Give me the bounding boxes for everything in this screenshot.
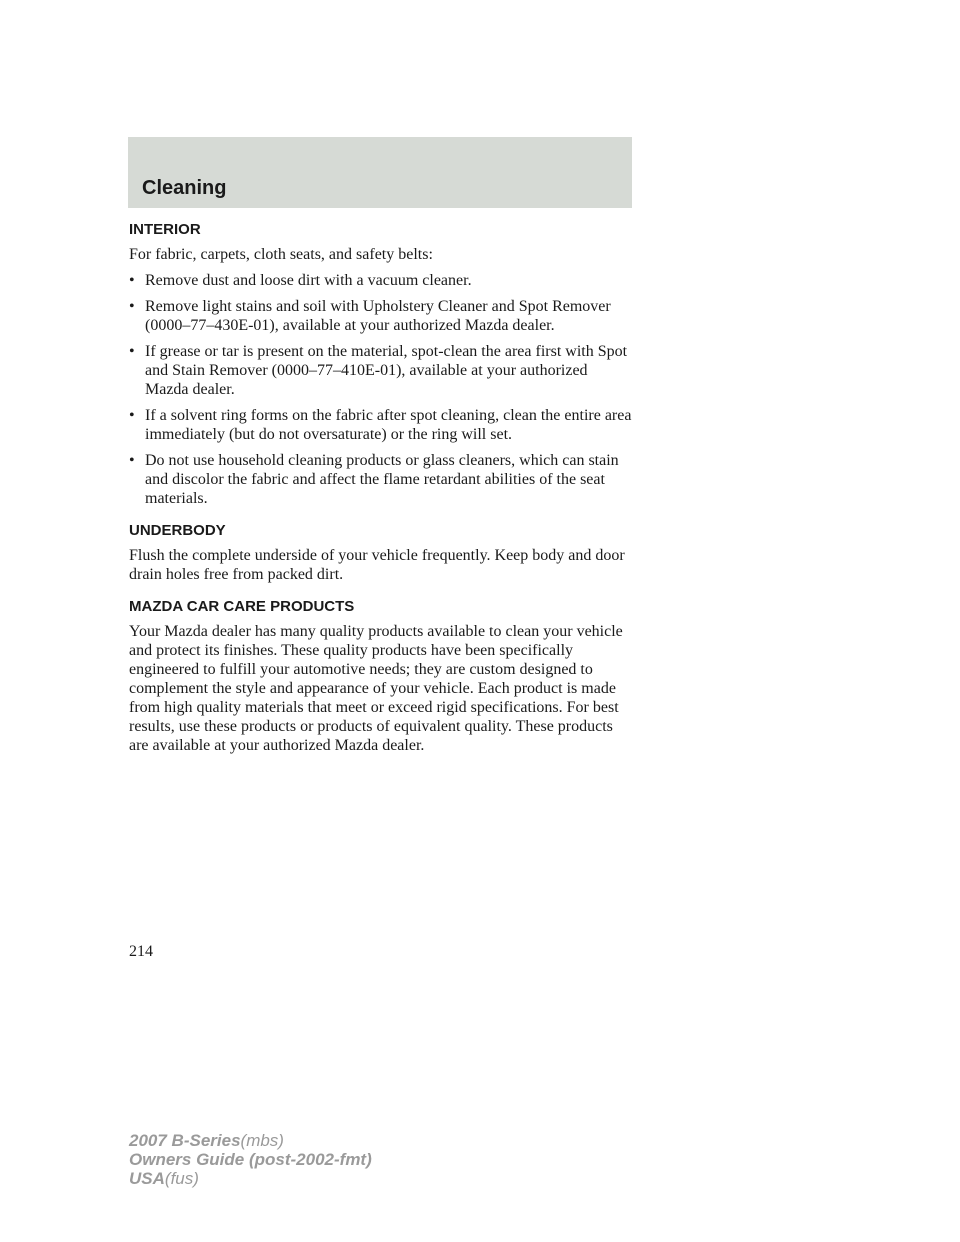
page-content: [129, 220, 634, 762]
footer-market: USA: [129, 1169, 165, 1188]
underbody-text: Flush the complete underside of your vehicle frequently. Keep body and door drain holes free from packed dirt.: [129, 547, 625, 583]
list-item: [129, 271, 634, 290]
list-item: [129, 297, 634, 335]
underbody-heading: UNDERBODY: [129, 522, 226, 539]
section-title: Cleaning: [142, 177, 227, 199]
bullet-icon: •: [129, 343, 135, 360]
interior-heading: INTERIOR: [129, 221, 201, 238]
footer-market-code: (fus): [164, 1169, 199, 1188]
list-item-text: If grease or tar is present on the material, spot-clean the area first with Spot and Stain Remover (0000–77–410E-01), available at your authorized Mazda dealer.: [145, 343, 628, 398]
bullet-icon: •: [129, 272, 135, 289]
care-products-heading: MAZDA CAR CARE PRODUCTS: [129, 598, 355, 615]
bullet-icon: •: [129, 298, 135, 315]
footer-line-1: [129, 1131, 372, 1150]
bullet-icon: •: [129, 452, 135, 469]
list-item-text: If a solvent ring forms on the fabric after spot cleaning, clean the entire area immediately (but do not oversaturate) or the ring will set.: [145, 407, 632, 443]
care-products-text: Your Mazda dealer has many quality products available to clean your vehicle and protect its finishes. These quality products have been specifically engineered to fulfill your automotive needs; they are custom designed to complement the style and appearance of your vehicle. Each product is made from high quality materials that meet or exceed rigid specifications. For best results, use these products or products of equivalent quality. These products are available at your authorized Mazda dealer.: [129, 623, 623, 754]
list-item-text: Remove light stains and soil with Upholstery Cleaner and Spot Remover (0000–77–430E-01), available at your authorized Mazda dealer.: [145, 298, 611, 334]
interior-intro: For fabric, carpets, cloth seats, and safety belts:: [129, 246, 433, 263]
page-number: 214: [129, 943, 153, 960]
document-footer: [129, 1131, 372, 1188]
footer-line-3: [129, 1169, 372, 1188]
bullet-icon: •: [129, 407, 135, 424]
footer-line-2: Owners Guide (post-2002-fmt): [129, 1150, 372, 1169]
interior-bullet-list: [129, 271, 634, 508]
list-item-text: Remove dust and loose dirt with a vacuum cleaner.: [145, 272, 472, 289]
footer-model: 2007 B-Series: [129, 1131, 241, 1150]
list-item-text: Do not use household cleaning products or glass cleaners, which can stain and discolor the fabric and affect the flame retardant abilities of the seat materials.: [145, 452, 619, 507]
list-item: [129, 342, 634, 399]
list-item: [129, 451, 634, 508]
footer-model-code: (mbs): [240, 1131, 284, 1150]
section-banner: [128, 137, 632, 208]
list-item: [129, 406, 634, 444]
